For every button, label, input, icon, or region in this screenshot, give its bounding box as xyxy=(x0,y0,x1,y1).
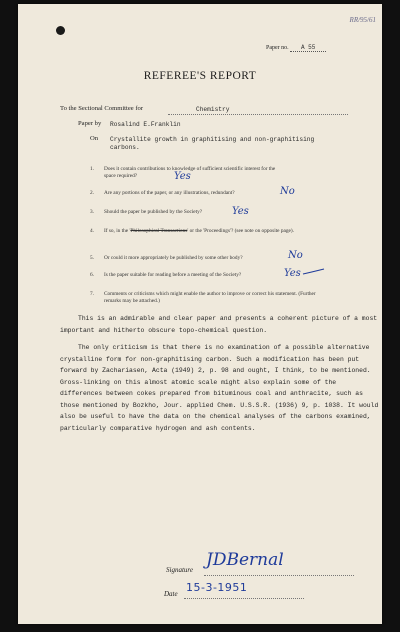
pen-stroke-mark xyxy=(302,268,326,276)
struck-phil-trans: Philosophical Transactions xyxy=(130,228,188,234)
paper-by-value: Rosalind E.Franklin xyxy=(110,121,181,128)
paper-number-value: A 55 xyxy=(290,44,326,52)
on-value-line1: Crystallite growth in graphitising and non-graphitising xyxy=(110,136,315,143)
punch-hole xyxy=(56,26,65,35)
question-4: 4. If so, in the 'Philosophical Transactions' or the 'Proceedings'? (see note on opposite page). xyxy=(90,228,294,234)
date-line xyxy=(184,598,304,599)
comments-body xyxy=(60,313,380,440)
answer-3: Yes xyxy=(232,206,249,217)
paper-number xyxy=(266,44,326,52)
report-title: REFEREE'S REPORT xyxy=(143,70,257,82)
question-7: 7. Comments or criticisms which might enable the author to improve or correct his statement. (Further remarks may be attached.) xyxy=(90,291,316,304)
date-label: Date xyxy=(164,590,178,598)
question-5: 5. Or could it more appropriately be published by some other body? xyxy=(90,255,243,261)
paper-by-label: Paper by xyxy=(78,120,102,127)
report-sheet xyxy=(18,4,382,624)
question-1: 1. Does it contain contributions to knowledge of sufficient scientific interest for the space required? xyxy=(90,166,276,179)
answer-2: No xyxy=(280,186,295,197)
signature-line xyxy=(204,575,354,576)
date-handwritten: 15-3-1951 xyxy=(186,581,248,594)
committee-label: To the Sectional Committee for xyxy=(60,105,144,112)
answer-1: Yes xyxy=(174,171,191,182)
signature-label: Signature xyxy=(166,566,193,574)
answer-6: Yes xyxy=(284,268,301,279)
comment-paragraph-2: The only criticism is that there is no examination of a possible alternative crystalline form for non-graphitising carbon. Such a modification has been put forward by Zachariasen, Acta (1949) 2, p. 98 and ought, I think, to be mentioned. Gross-linking on this almost atomic scale might also explain some of the differences between cokes prepared from bituminous coal and anthracite, such as those mentioned by Bozkho, Jour. applied Chem. U.S.S.R. (1936) 9, p. 1038. It would also be useful to have the data on the chemical analyses of the carbons examined, particularly comparative hydrogen and ash contents. xyxy=(60,344,379,432)
comment-paragraph-1: This is an admirable and clear paper and presents a coherent picture of a most important and hitherto obscure topo-chemical question. xyxy=(60,315,378,334)
committee-line xyxy=(168,114,348,115)
archive-reference: RR/95/61 xyxy=(349,16,376,24)
signature-handwritten: JDBernal xyxy=(206,550,284,570)
on-value-line2: carbons. xyxy=(110,144,140,151)
question-3: 3. Should the paper be published by the Society? xyxy=(90,209,203,215)
answer-5: No xyxy=(288,250,303,261)
on-label: On xyxy=(90,135,99,142)
question-2: 2. Are any portions of the paper, or any illustrations, redundant? xyxy=(90,190,235,196)
paper-number-label: Paper no. xyxy=(266,45,289,51)
committee-value: Chemistry xyxy=(196,106,230,113)
question-6: 6. Is the paper suitable for reading before a meeting of the Society? xyxy=(90,272,242,278)
